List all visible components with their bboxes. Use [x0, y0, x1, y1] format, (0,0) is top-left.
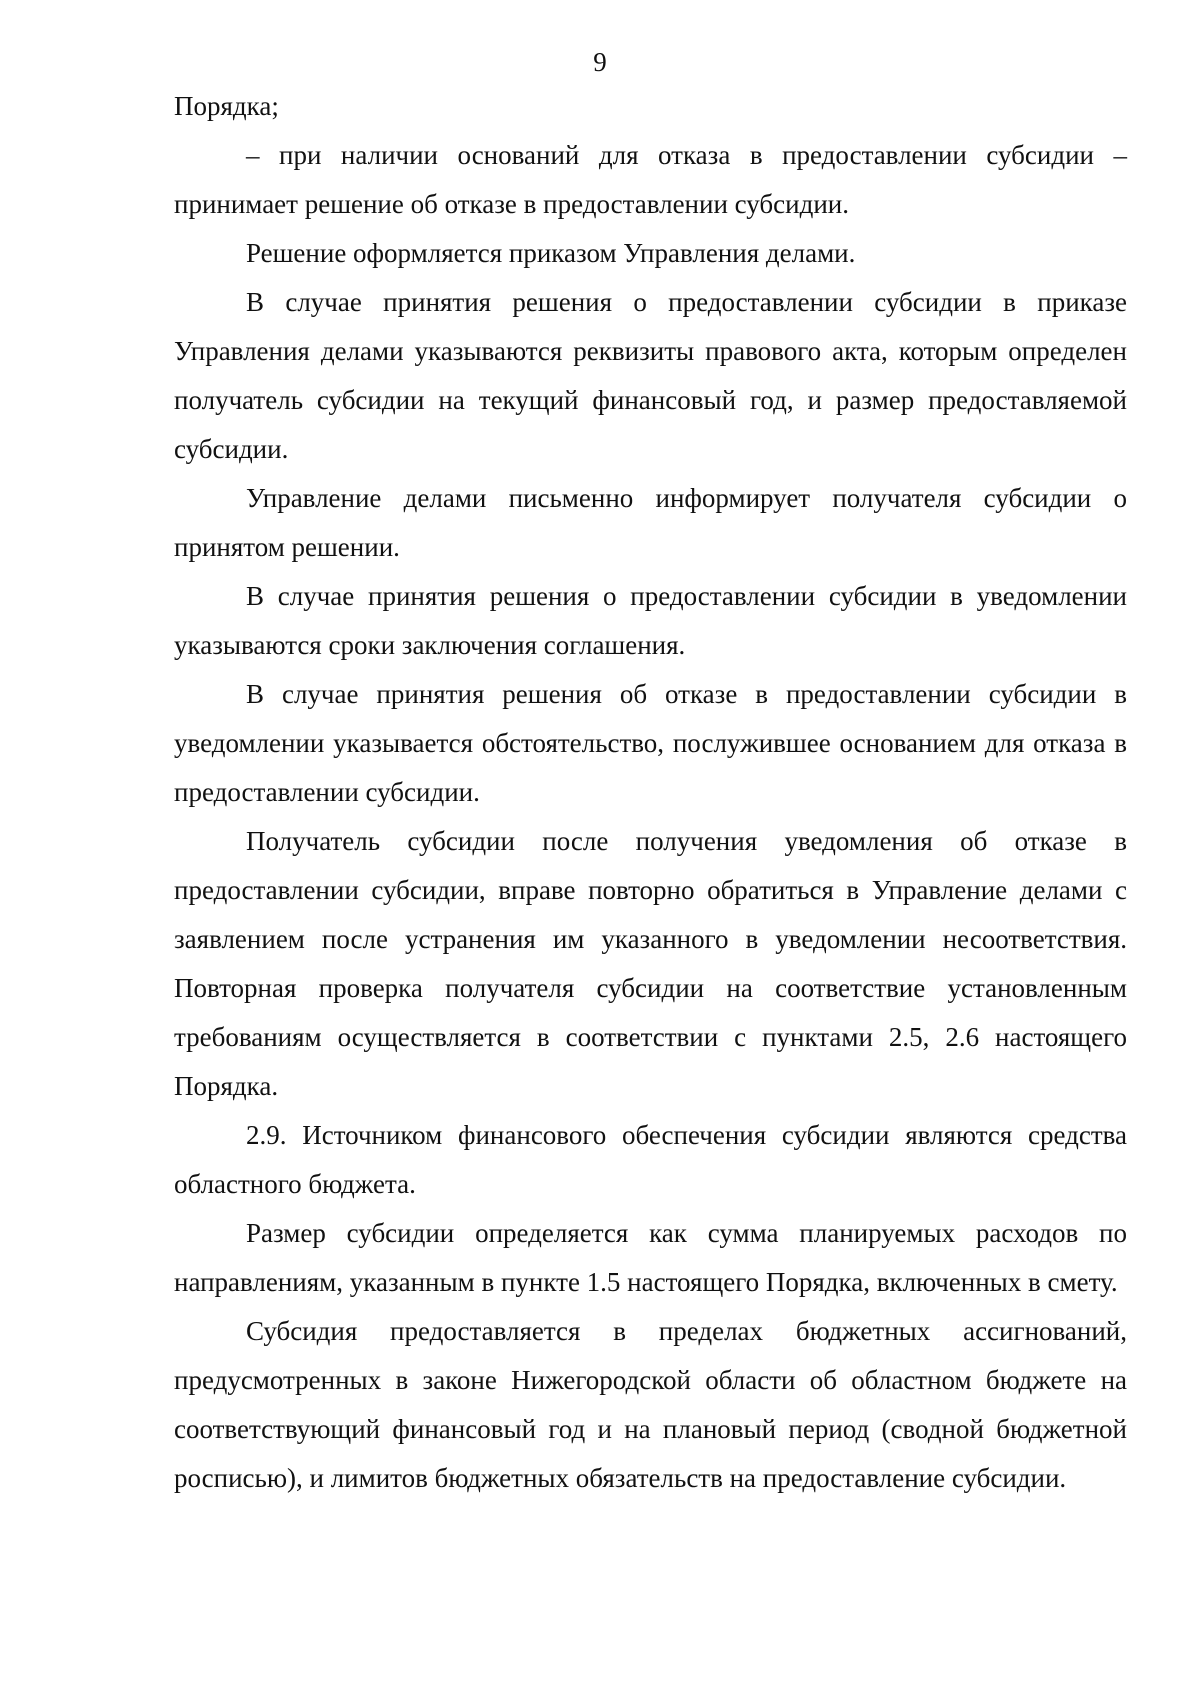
paragraph: Порядка; — [174, 91, 279, 121]
paragraph: Субсидия предоставляется в пределах бюджетных ассигнований, предусмотренных в законе Нижегородской области об областном бюджете на соответствующий финансовый год и на плановый период (сводной бюджетной росписью), и лимитов бюджетных обязательств на предоставление субсидии. — [174, 1316, 1127, 1493]
paragraph: В случае принятия решения о предоставлении субсидии в приказе Управления делами указываются реквизиты правового акта, которым определен получатель субсидии на текущий финансовый год, и размер предоставляемой субсидии. — [174, 287, 1127, 464]
paragraph: Получатель субсидии после получения уведомления об отказе в предоставлении субсидии, вправе повторно обратиться в Управление делами с заявлением после устранения им указанного в уведомлении несоответствия. Повторная проверка получателя субсидии на соответствие установленным требованиям осуществляется в соответствии с пунктами 2.5, 2.6 настоящего Порядка. — [174, 826, 1127, 1101]
paragraph: В случае принятия решения о предоставлении субсидии в уведомлении указываются сроки заключения соглашения. — [174, 581, 1127, 660]
paragraph: Решение оформляется приказом Управления делами. — [246, 238, 856, 268]
document-body — [174, 82, 1127, 1503]
paragraph: 2.9. Источником финансового обеспечения субсидии являются средства областного бюджета. — [174, 1120, 1127, 1199]
paragraph: Размер субсидии определяется как сумма планируемых расходов по направлениям, указанным в пункте 1.5 настоящего Порядка, включенных в смету. — [174, 1218, 1127, 1297]
page-number: 9 — [593, 47, 607, 77]
paragraph: В случае принятия решения об отказе в предоставлении субсидии в уведомлении указывается обстоятельство, послужившее основанием для отказа в предоставлении субсидии. — [174, 679, 1127, 807]
paragraph: – при наличии оснований для отказа в предоставлении субсидии – принимает решение об отказе в предоставлении субсидии. — [174, 140, 1127, 219]
paragraph: Управление делами письменно информирует получателя субсидии о принятом решении. — [174, 483, 1127, 562]
